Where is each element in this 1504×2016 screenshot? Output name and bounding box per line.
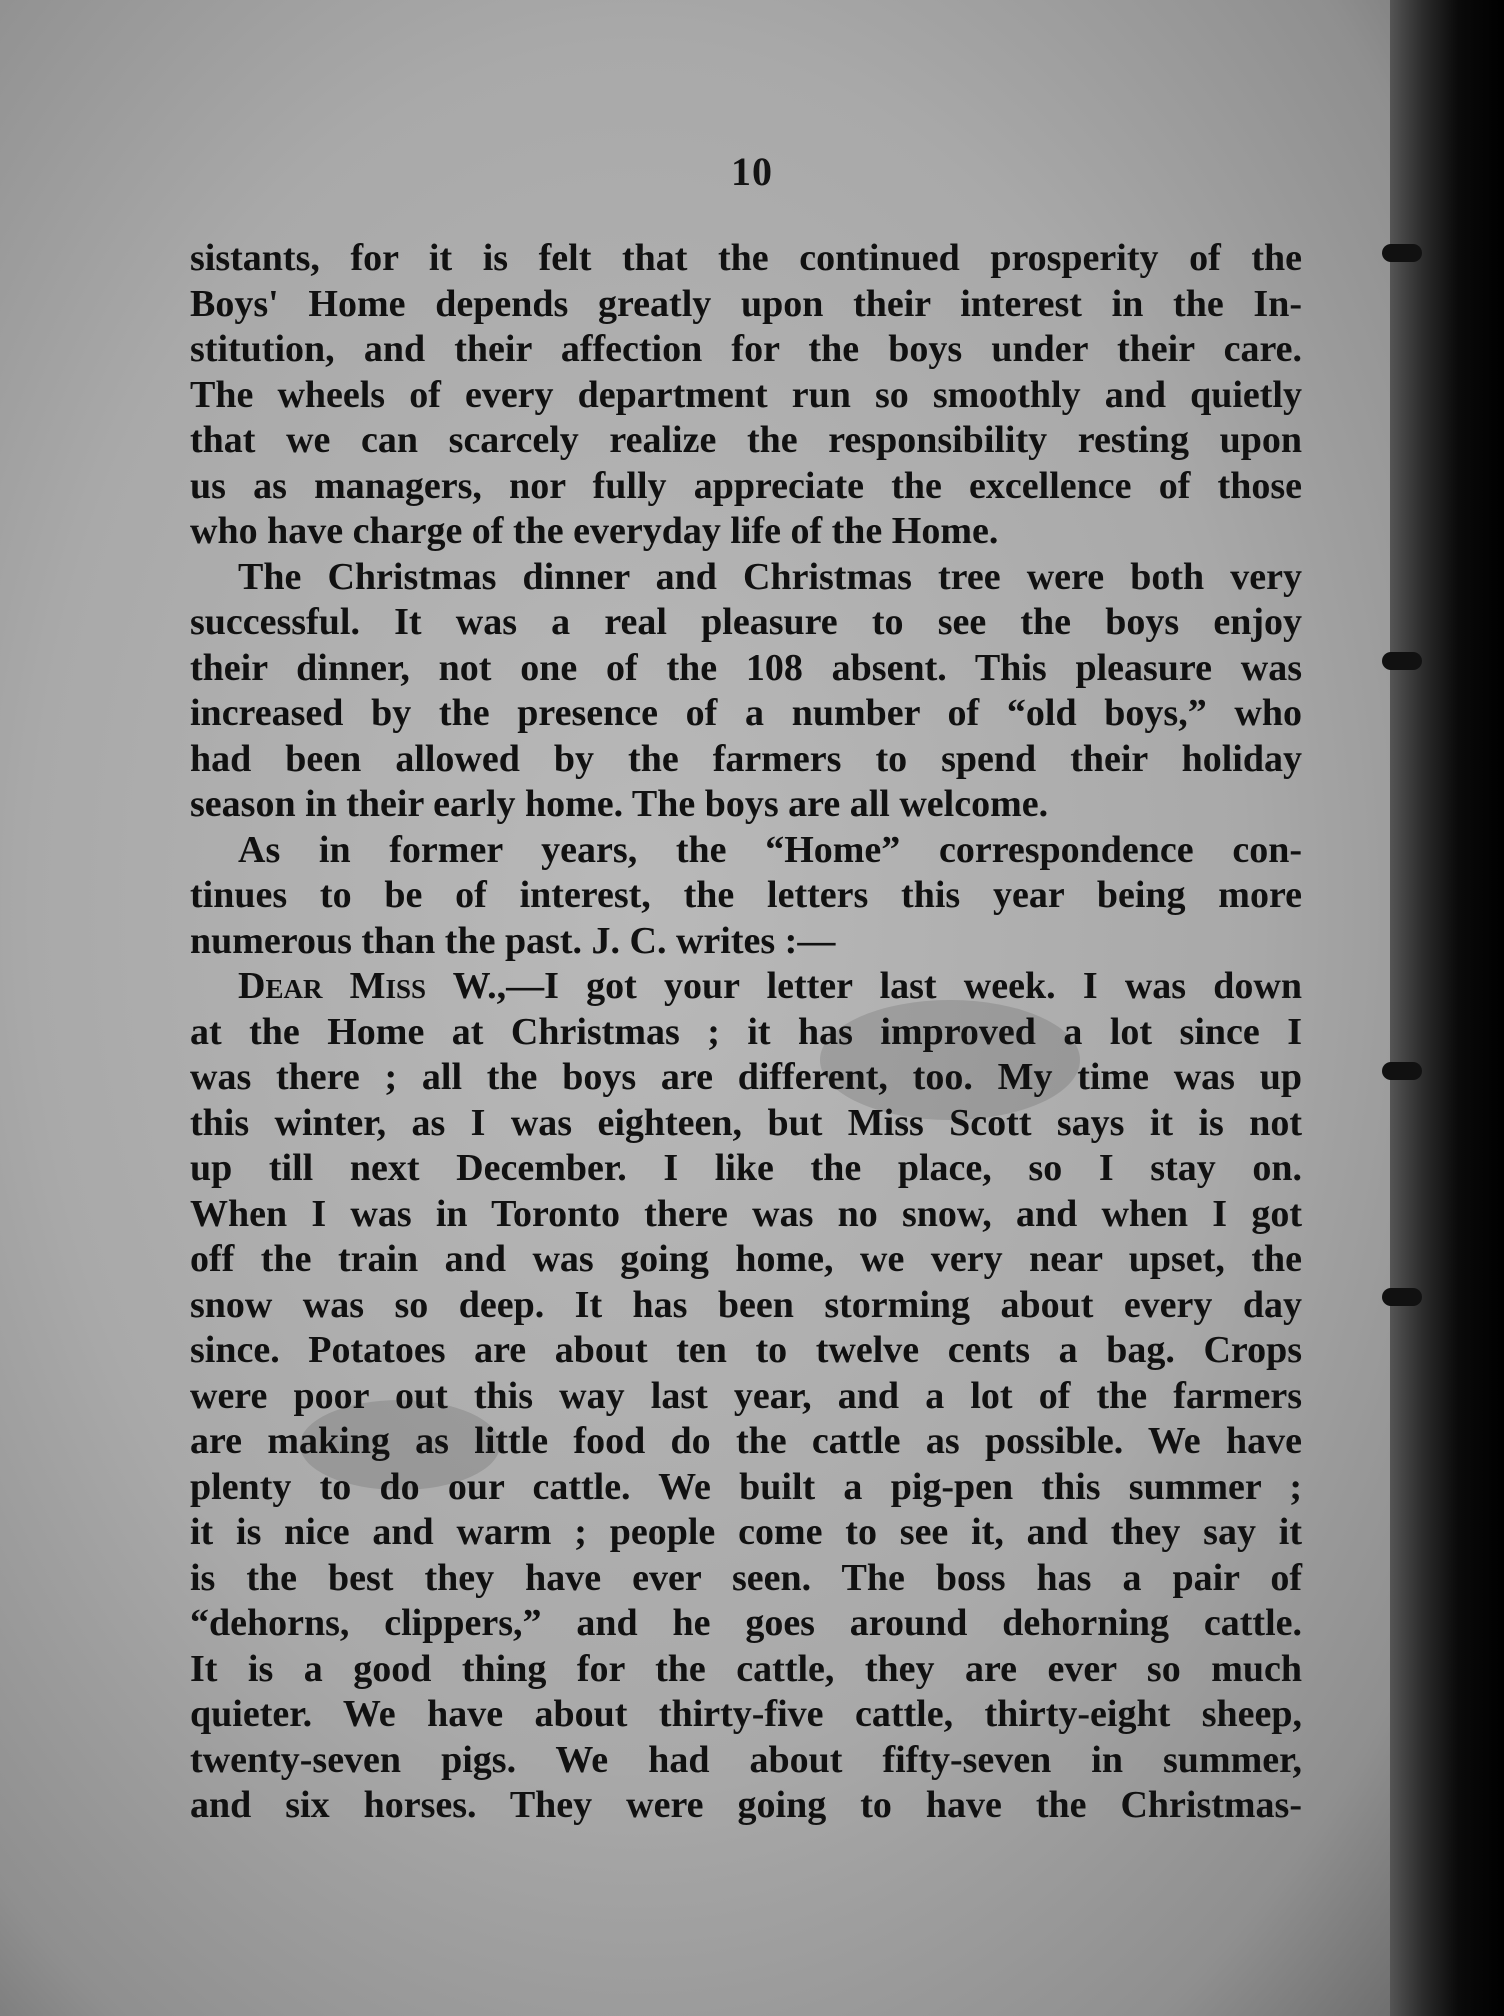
text-line: twenty-seven pigs. We had about fifty-seven in summer, [190, 1738, 1302, 1781]
text-line: The wheels of every department run so smoothly and quietly [190, 373, 1302, 416]
text-line: quieter. We have about thirty-five cattle, thirty-eight sheep, [190, 1693, 1302, 1735]
text-line: numerous than the past. J. C. writes :— [190, 919, 836, 962]
binding-stitch [1382, 1288, 1422, 1306]
text-line: plenty to do our cattle. We built a pig-pen this summer ; [190, 1465, 1302, 1508]
text-line: Boys' Home depends greatly upon their interest in the In- [190, 282, 1302, 325]
text-line: off the train and was going home, we very near upset, the [190, 1238, 1302, 1280]
text-line: it is nice and warm ; people come to see it, and they say it [190, 1511, 1302, 1553]
text-line: season in their early home. The boys are all welcome. [190, 783, 1049, 825]
text-line: successful. It was a real pleasure to see the boys enjoy [190, 601, 1302, 643]
text-line: “dehorns, clippers,” and he goes around dehorning cattle. [190, 1602, 1302, 1644]
paragraph [190, 236, 1302, 555]
body-text [190, 236, 1302, 1829]
text-line: are making as little food do the cattle as possible. We have [190, 1420, 1302, 1462]
text-line: sistants, for it is felt that the continued prosperity of the [190, 237, 1302, 279]
text-line: this winter, as I was eighteen, but Miss Scott says it is not [190, 1101, 1302, 1144]
letter-paragraph [190, 964, 1302, 1829]
text-line: that we can scarcely realize the responsibility resting upon [190, 419, 1302, 461]
text-line: and six horses. They were going to have the Christmas- [190, 1784, 1302, 1826]
text-line: had been allowed by the farmers to spend their holiday [190, 737, 1302, 780]
text-line: us as managers, nor fully appreciate the excellence of those [190, 464, 1302, 507]
text-line: who have charge of the everyday life of the Home. [190, 510, 999, 552]
binding-stitch [1382, 1062, 1422, 1080]
text-line-rest: —I got your letter last week. I was down [506, 965, 1302, 1007]
paragraph [190, 555, 1302, 828]
text-line: since. Potatoes are about ten to twelve cents a bag. Crops [190, 1329, 1302, 1371]
text-line: It is a good thing for the cattle, they are ever so much [190, 1647, 1302, 1690]
page-number: 10 [731, 149, 773, 194]
text-line: at the Home at Christmas ; it has improved a lot since I [190, 1010, 1302, 1053]
text-line: As in former years, the “Home” correspondence con- [238, 828, 1302, 871]
text-line: tinues to be of interest, the letters this year being more [190, 874, 1302, 916]
text-line: The Christmas dinner and Christmas tree were both very [238, 555, 1302, 598]
text-line: When I was in Toronto there was no snow, and when I got [190, 1192, 1302, 1235]
text-line [190, 964, 1302, 1010]
text-line: increased by the presence of a number of “old boys,” who [190, 692, 1302, 734]
text-line: snow was so deep. It has been storming about every day [190, 1283, 1302, 1326]
binding-stitch [1382, 652, 1422, 670]
book-gutter [1390, 0, 1504, 2016]
text-line: up till next December. I like the place, so I stay on. [190, 1147, 1302, 1189]
binding-stitch [1382, 244, 1422, 262]
text-line: were poor out this way last year, and a lot of the farmers [190, 1374, 1302, 1417]
letter-salutation: Dear Miss W., [238, 965, 507, 1007]
paragraph [190, 828, 1302, 965]
text-line: stitution, and their affection for the boys under their care. [190, 328, 1302, 370]
text-line: is the best they have ever seen. The boss has a pair of [190, 1556, 1302, 1599]
text-line: was there ; all the boys are different, too. My time was up [190, 1056, 1302, 1098]
text-line: their dinner, not one of the 108 absent. This pleasure was [190, 646, 1302, 689]
